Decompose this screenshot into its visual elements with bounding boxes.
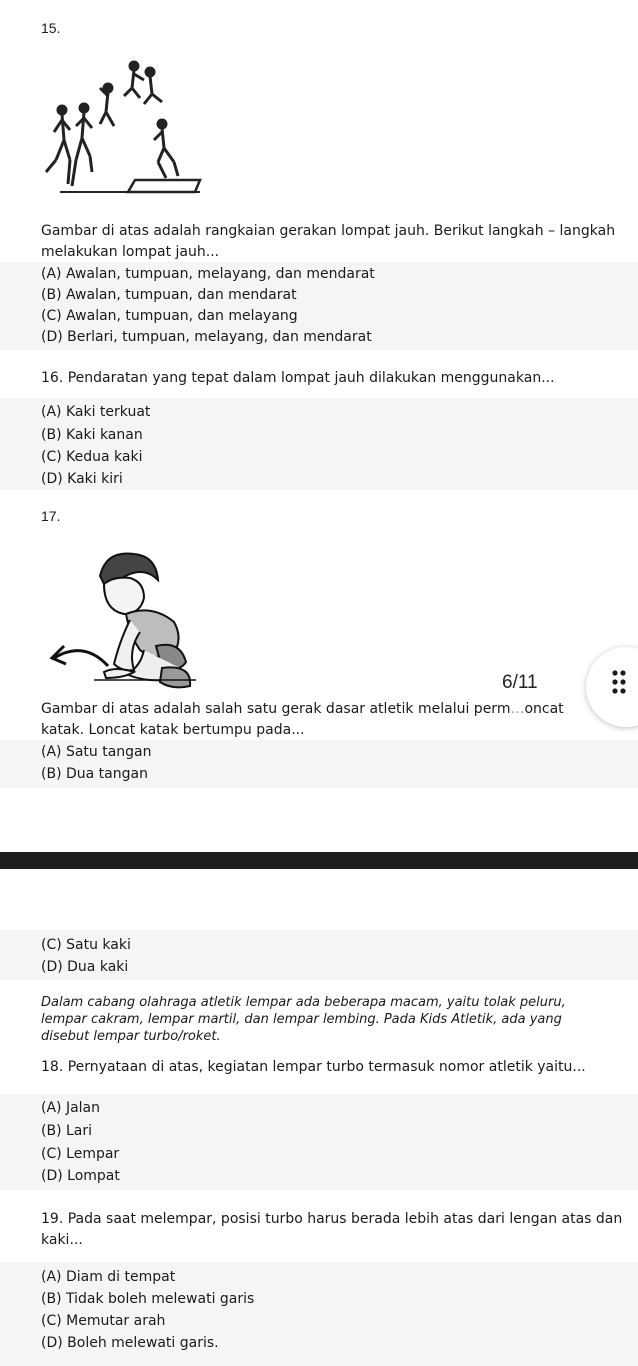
reading-passage: Dalam cabang olahraga atletik lempar ada beberapa macam, yaitu tolak peluru, lempar cakram, lempar martil, dan lempar lembing. Pada Kids Atletik, ada yang disebut lempar turbo/roket. [41, 995, 566, 1044]
question-17-number: 17. [41, 508, 61, 524]
option-15-a[interactable]: (A) Awalan, tumpuan, melayang, dan mendarat [41, 266, 375, 282]
option-17-a[interactable]: (A) Satu tangan [41, 744, 152, 760]
question-15-line-1: Gambar di atas adalah rangkaian gerakan lompat jauh. Berikut langkah – langkah [41, 223, 616, 239]
long-jump-illustration [40, 52, 205, 212]
question-19-line-1: 19. Pada saat melempar, posisi turbo harus berada lebih atas dari lengan atas dan [41, 1211, 623, 1227]
option-15-b[interactable]: (B) Awalan, tumpuan, dan mendarat [41, 287, 297, 303]
question-17-line-2: katak. Loncat katak bertumpu pada... [41, 722, 305, 738]
question-15-line-2: melakukan lompat jauh... [41, 244, 220, 260]
section-divider [0, 852, 638, 869]
option-16-a[interactable]: (A) Kaki terkuat [41, 404, 151, 420]
page-indicator: 6/11 [502, 672, 538, 693]
option-17-d[interactable]: (D) Dua kaki [41, 959, 129, 975]
option-19-b[interactable]: (B) Tidak boleh melewati garis [41, 1291, 255, 1307]
question-17-line-1: Gambar di atas adalah salah satu gerak dasar atletik melalui perm…oncat [41, 701, 564, 717]
option-15-d[interactable]: (D) Berlari, tumpuan, melayang, dan mendarat [41, 329, 372, 345]
option-18-d[interactable]: (D) Lompat [41, 1168, 120, 1184]
option-18-a[interactable]: (A) Jalan [41, 1100, 101, 1116]
question-17-line-1-text: Gambar di atas adalah salah satu gerak dasar atletik melalui perm [41, 701, 511, 717]
option-16-b[interactable]: (B) Kaki kanan [41, 427, 143, 443]
question-16: 16. Pendaratan yang tepat dalam lompat jauh dilakukan menggunakan... [41, 370, 555, 386]
option-18-b[interactable]: (B) Lari [41, 1123, 93, 1139]
frog-jump-illustration [44, 540, 196, 690]
question-19-line-2: kaki... [41, 1232, 83, 1248]
option-17-c[interactable]: (C) Satu kaki [41, 937, 131, 953]
question-15-number: 15. [41, 20, 61, 36]
option-16-c[interactable]: (C) Kedua kaki [41, 449, 143, 465]
option-19-a[interactable]: (A) Diam di tempat [41, 1269, 176, 1285]
option-19-d[interactable]: (D) Boleh melewati garis. [41, 1335, 219, 1351]
drag-dots-icon[interactable] [612, 670, 626, 694]
option-17-b[interactable]: (B) Dua tangan [41, 766, 148, 782]
option-18-c[interactable]: (C) Lempar [41, 1146, 120, 1162]
option-16-d[interactable]: (D) Kaki kiri [41, 471, 123, 487]
question-18: 18. Pernyataan di atas, kegiatan lempar turbo termasuk nomor atletik yaitu... [41, 1059, 586, 1075]
option-19-c[interactable]: (C) Memutar arah [41, 1313, 166, 1329]
question-17-line-1-tail: oncat [524, 701, 564, 717]
option-15-c[interactable]: (C) Awalan, tumpuan, dan melayang [41, 308, 298, 324]
